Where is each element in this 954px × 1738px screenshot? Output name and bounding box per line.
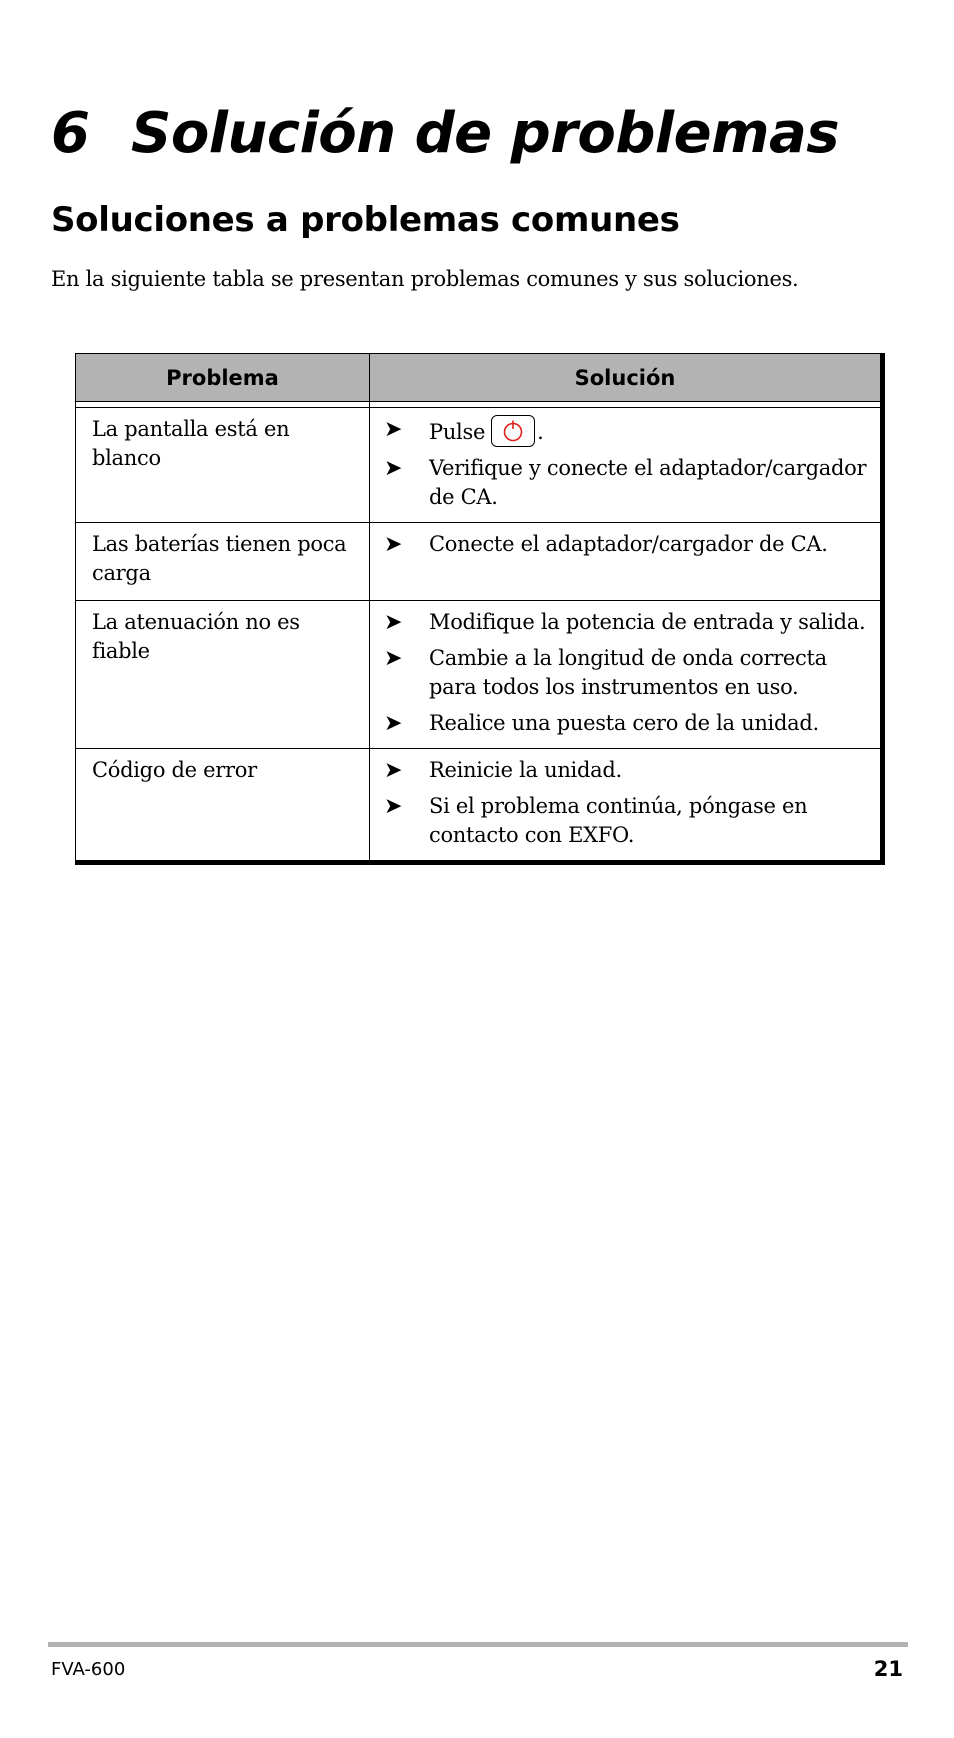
chapter-number: 6 (51, 101, 90, 166)
solution-cell (370, 749, 883, 863)
footer-product-name: FVA-600 (51, 1659, 126, 1680)
problem-cell: Las baterías tienen poca carga (76, 523, 370, 601)
problem-cell: Código de error (76, 749, 370, 863)
solution-text: Realice una puesta cero de la unidad. (429, 711, 819, 735)
solution-cell (370, 601, 883, 749)
arrow-bullet-icon: ➤ (384, 646, 403, 671)
header-solution: Solución (370, 354, 883, 402)
chapter-title (51, 100, 839, 167)
solution-list (384, 756, 870, 850)
table-row (76, 523, 883, 601)
solution-text-suffix: . (537, 420, 544, 444)
chapter-title-text: Solución de problemas (131, 101, 840, 166)
problem-cell: La atenuación no es fiable (76, 601, 370, 749)
solution-item (384, 454, 870, 512)
arrow-bullet-icon: ➤ (384, 532, 403, 557)
arrow-bullet-icon: ➤ (384, 711, 403, 736)
solution-item (384, 530, 870, 559)
solution-cell (370, 523, 883, 601)
solution-list (384, 530, 870, 559)
header-problem: Problema (76, 354, 370, 402)
table-header-row (76, 354, 883, 402)
solution-item (384, 608, 870, 637)
arrow-bullet-icon: ➤ (384, 758, 403, 783)
solution-text: Reinicie la unidad. (429, 758, 622, 782)
footer-divider (48, 1642, 908, 1647)
solution-list (384, 415, 870, 512)
table-row (76, 408, 883, 523)
solution-text: Conecte el adaptador/cargador de CA. (429, 532, 828, 556)
arrow-bullet-icon: ➤ (384, 417, 403, 442)
solution-list (384, 608, 870, 738)
intro-paragraph: En la siguiente tabla se presentan problemas comunes y sus soluciones. (51, 267, 799, 291)
troubleshooting-table-container (75, 353, 882, 865)
arrow-bullet-icon: ➤ (384, 456, 403, 481)
footer-page-number: 21 (873, 1657, 903, 1681)
power-button-icon (491, 415, 535, 447)
solution-text: Cambie a la longitud de onda correcta para todos los instrumentos en uso. (429, 646, 827, 699)
problem-cell: La pantalla está en blanco (76, 408, 370, 523)
solution-text: Verifique y conecte el adaptador/cargador de CA. (429, 456, 867, 509)
solution-item (384, 792, 870, 850)
troubleshooting-table (75, 353, 885, 865)
solution-item (384, 756, 870, 785)
table-row (76, 749, 883, 863)
table-row (76, 601, 883, 749)
solution-text: Pulse (429, 420, 486, 444)
arrow-bullet-icon: ➤ (384, 794, 403, 819)
arrow-bullet-icon: ➤ (384, 610, 403, 635)
solution-item (384, 415, 870, 447)
solution-item (384, 709, 870, 738)
solution-text: Si el problema continúa, póngase en contacto con EXFO. (429, 794, 808, 847)
solution-text: Modifique la potencia de entrada y salida. (429, 610, 866, 634)
solution-item (384, 644, 870, 702)
solution-cell (370, 408, 883, 523)
section-title: Soluciones a problemas comunes (51, 200, 680, 240)
